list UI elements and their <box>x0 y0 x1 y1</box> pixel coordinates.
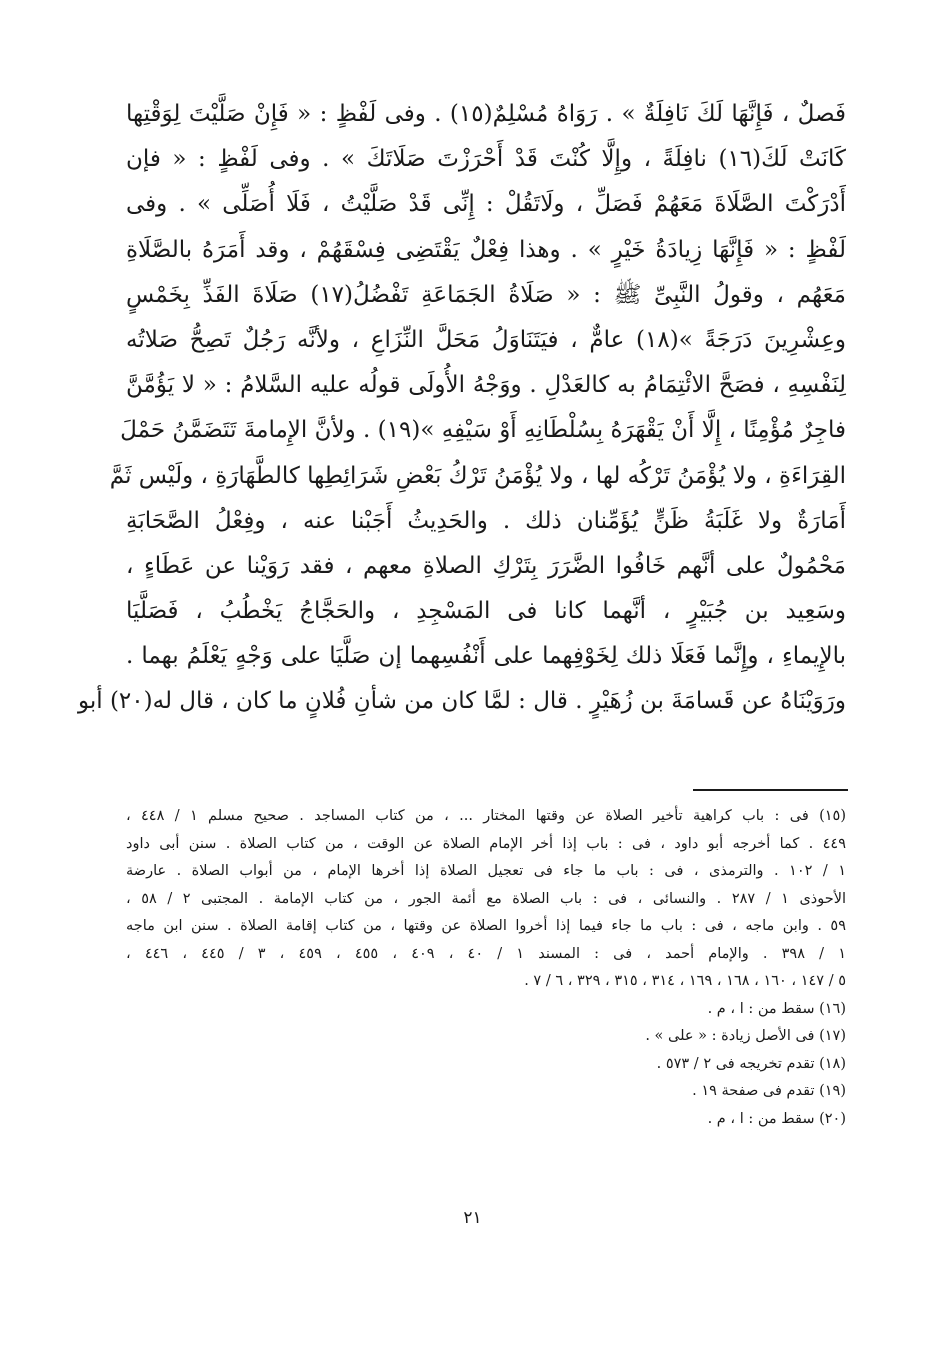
main-text-line: مَحْمُولٌ على أنَّهم خَافُوا الضَّرَرَ بِتَرْكِ الصلاةِ معهم ، فقد رَوَيْنا عن عَطَاءٍ ، <box>126 552 846 579</box>
main-text-line: ورَوَيْنَاهُ عن قَسامَةَ بن زُهَيْرٍ . قال : لمَّا كان من شأنِ فُلانٍ ما كان ، قال له(٢٠) أبو <box>77 688 846 715</box>
main-text-line: أَمَارَةٌ ولا غَلَبَةُ ظَنٍّ يُؤَمِّنان ذلك . والحَدِيثُ أَجَبْنا عنه ، وفِعْلُ الصَّحَابَةِ <box>126 507 846 534</box>
footnote-line: الأحوذى ١ / ٢٨٧ . والنسائى ، فى : باب الصلاة مع أئمة الجور ، من كتاب الإمامة . المجتبى ٢ / ٥٨ ، <box>126 890 847 907</box>
main-text-line: فاجِرٌ مُؤْمِنًا ، إِلَّا أَنْ يَقْهَرَهُ بِسُلْطَانِهِ أَوْ سَيْفِهِ »(١٩) . ولأنَّ الإِمامةَ تَتَضَمَّنُ حَمْلَ <box>120 417 846 444</box>
main-text-line: لَفْظٍ : « فَإِنَّهَا زِيادَةُ خَيْرٍ » . وهذا فِعْلٌ يَقْتَضِى فِسْقَهُمْ ، وقد أَمَرَهُ بالصَّلَاةِ <box>126 236 846 263</box>
main-text-line: فَصلٌ ، فَإِنَّهَا لَكَ نَافِلَةٌ » . رَوَاهُ مُسْلِمٌ(١٥) . وفى لَفْظٍ : « فَإِنْ صَلَّيْتَ لِوَقْتِها <box>126 101 846 127</box>
main-text-line: مَعَهُم ، وقولُ النَّبِىِّ ﷺ : « صَلَاةُ الجَمَاعَةِ تَفْضُلُ(١٧) صَلَاةَ الفَذِّ بِخَمْسٍ <box>126 281 846 308</box>
footnote-line: ٥٩ . وابن ماجه ، فى : باب ما جاء فيما إذا أخروا الصلاة عن وقتها ، من كتاب إقامة الصلاة . سنن ابن ماجه <box>126 918 846 934</box>
footnote-line: (١٩) تقدم فى صفحة ١٩ . <box>692 1083 846 1099</box>
footnote-line: (١٥) فى : باب كراهية تأخير الصلاة عن وقتها المختار ... ، من كتاب المساجد . صحيح مسلم ١ / ٤٤٨ ، <box>126 808 846 824</box>
footnotes-block <box>126 803 846 1133</box>
footnote-line: (٢٠) سقط من : ا ، م . <box>707 1110 846 1127</box>
main-text-line: كَانَتْ لَكَ(١٦) نافِلَةً ، وإِلَّا كُنْتَ قَدْ أَحْرَزْتَ صَلَاتَكَ » . وفى لَفْظٍ : « فإن <box>126 146 846 173</box>
footnote-line: ١ / ١٠٢ . والترمذى ، فى : باب ما جاء فى تعجيل الصلاة إذا أخرها الإمام ، من أبواب الصلاة . عارضة <box>126 863 846 879</box>
footnote-line: (١٦) سقط من : ا ، م . <box>707 1000 846 1017</box>
main-text-line: القِرَاءَةِ ، ولا يُؤْمَنُ تَرْكُه لها ، ولا يُؤْمَنُ تَرْكُ بَعْضِ شَرَائِطِها كالطَّهَارَةِ ، ولَيْس ثَمَّ <box>109 462 846 489</box>
footnote-line: (١٨) تقدم تخريجه فى ٢ / ٥٧٣ . <box>656 1055 846 1072</box>
main-text-line: أَدْرَكْتَ الصَّلَاةَ مَعَهُمْ فَصَلِّ ، ولَاتَقُلْ : إِنِّى قَدْ صَلَّيْتُ ، فَلَا أُصَلِّى » . وفى <box>126 191 846 218</box>
footnote-separator <box>693 789 848 791</box>
main-text-line: وعِشْرِينَ دَرَجَةً »(١٨) عامٌّ ، فيَتَنَاوَلُ مَحَلَّ النِّزَاعِ ، ولأنَّه رَجُلٌ تَصِحُّ صَلاتُه <box>126 326 847 353</box>
page-number: ٢١ <box>463 1208 482 1228</box>
main-text-line: لِنَفْسِهِ ، فصَحَّ الائْتِمَامُ به كالعَدْلِ . ووَجْهُ الأُولَى قولُه عليه السَّلامُ : « لا يَؤُمَّنَّ <box>126 372 846 399</box>
footnote-line: ١ / ٣٩٨ . والإمام أحمد ، فى : المسند ١ / ٤٠ ، ٤٠٩ ، ٤٥٥ ، ٤٥٩ ، ٣ / ٤٤٥ ، ٤٤٦ ، <box>126 945 846 962</box>
main-text-line: وسَعِيد بن جُبَيْرٍ ، أنَّهما كانا فى المَسْجِدِ ، والحَجَّاجُ يَخْطُبُ ، فَصَلَّيَا <box>126 598 846 625</box>
footnote-line: ٥ / ١٤٧ ، ١٦٠ ، ١٦٨ ، ١٦٩ ، ٣١٤ ، ٣١٥ ، ٣٢٩ ، ٦ / ٧ . <box>524 973 846 989</box>
footnote-line: (١٧) فى الأصل زيادة : « على » . <box>645 1028 846 1044</box>
footnote-line: ٤٤٩ . كما أخرجه أبو داود ، فى : باب إذا أخر الإمام الصلاة عن الوقت ، من كتاب الصلاة . سنن أبى داود <box>126 835 846 852</box>
main-text-line: بالإِيماءِ ، وإِنَّما فَعَلَا ذلك لِخَوْفِهما على أَنْفُسِهما إن صَلَّيَا على وَجْهٍ يَعْلَمُ بهما . <box>126 643 846 670</box>
main-text-block <box>77 92 847 725</box>
